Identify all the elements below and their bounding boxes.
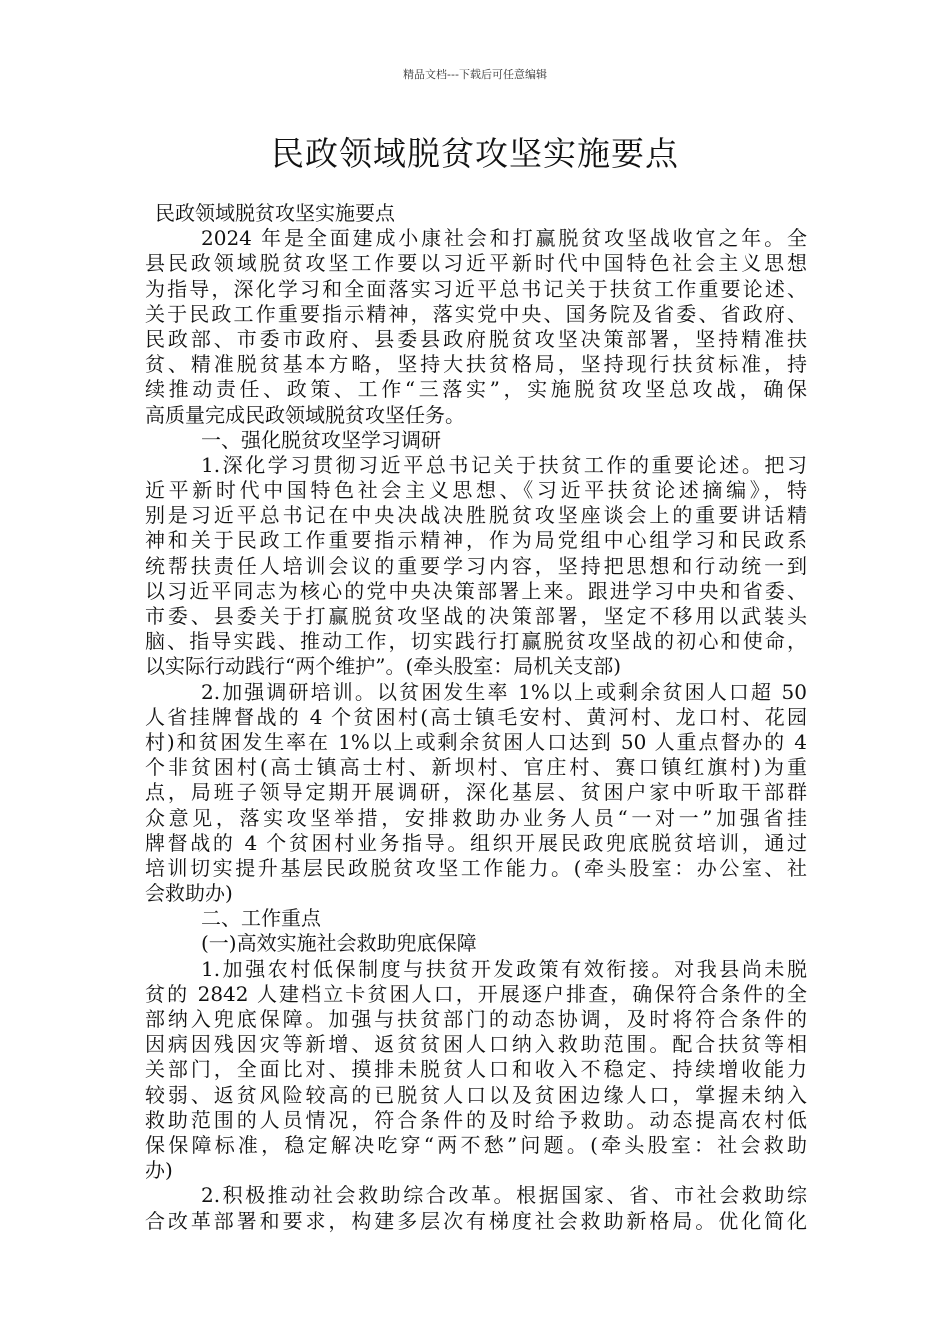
text-line: 以实际行动践行“两个维护”。(牵头股室：局机关支部) [145,654,622,679]
header-note: 精品文档---下载后可任意编辑 [403,68,547,81]
text-line: 救助范围的人员情况，符合条件的及时给予救助。动态提高农村低 [145,1107,807,1132]
text-line: 2024 年是全面建成小康社会和打赢脱贫攻坚战收官之年。全 [201,226,807,251]
text-line: 县民政领域脱贫攻坚工作要以习近平新时代中国特色社会主义思想 [145,251,807,276]
text-line: 以习近平同志为核心的党中央决策部署上来。跟进学习中央和省委、 [145,578,807,603]
text-line: 办) [145,1158,173,1183]
text-line: 部纳入兜底保障。加强与扶贫部门的动态协调，及时将符合条件的 [145,1007,807,1031]
text-line: 众意见，落实攻坚举措，安排救助办业务人员“一对一”加强省挂 [145,805,807,830]
text-line: 别是习近平总书记在中央决战决胜脱贫攻坚座谈会上的重要讲话精 [145,503,807,528]
text-line: 2.加强调研培训。以贫困发生率 1%以上或剩余贫困人口超 50 [201,679,807,704]
text-line: 会救助办) [145,881,233,906]
text-line: 脑、指导实践、推动工作，切实践行打赢脱贫攻坚战的初心和使命， [145,629,807,654]
text-line: 较弱、返贫风险较高的已脱贫人口以及贫困边缘人口，掌握未纳入 [145,1082,807,1107]
text-line: 牌督战的 4 个贫困村业务指导。组织开展民政兜底脱贫培训，通过 [145,830,807,855]
text-line: 神和关于民政工作重要指示精神，作为局党组中心组学习和民政系 [145,528,807,553]
text-line: 点，局班子领导定期开展调研，深化基层、贫困户家中听取干部群 [145,780,807,805]
text-line: 关部门，全面比对、摸排未脱贫人口和收入不稳定、持续增收能力 [145,1057,807,1082]
text-line: 个非贫困村(高士镇高士村、新坝村、官庄村、赛口镇红旗村)为重 [145,755,807,780]
text-line: 1.深化学习贯彻习近平总书记关于扶贫工作的重要论述。把习 [201,452,807,477]
text-line: 民政部、市委市政府、县委县政府脱贫攻坚决策部署，坚持精准扶 [145,326,807,351]
text-line: 市委、县委关于打赢脱贫攻坚战的决策部署，坚定不移用以武装头 [145,604,807,628]
section-heading: 一、强化脱贫攻坚学习调研 [201,427,441,452]
document-title: 民政领域脱贫攻坚实施要点 [271,134,679,173]
text-line: 为指导，深化学习和全面落实习近平总书记关于扶贫工作重要论述、 [145,276,807,301]
section-heading: 二、工作重点 [201,906,321,931]
text-line: 统帮扶责任人培训会议的重要学习内容，坚持把思想和行动统一到 [145,553,807,578]
text-line: 民政领域脱贫攻坚实施要点 [155,201,395,225]
text-line: 贫的 2842 人建档立卡贫困人口，开展逐户排查，确保符合条件的全 [145,981,807,1006]
text-line: 村)和贫困发生率在 1%以上或剩余贫困人口达到 50 人重点督办的 4 [145,729,807,754]
text-line: 1.加强农村低保制度与扶贫开发政策有效衔接。对我县尚未脱 [201,956,807,981]
text-line: 高质量完成民政领域脱贫攻坚任务。 [145,402,465,427]
text-line: 近平新时代中国特色社会主义思想、《习近平扶贫论述摘编》，特 [145,478,807,503]
text-line: 因病因残因灾等新增、返贫贫困人口纳入救助范围。配合扶贫等相 [145,1032,807,1057]
section-heading: (一)高效实施社会救助兜底保障 [201,931,477,956]
text-line: 培训切实提升基层民政脱贫攻坚工作能力。(牵头股室：办公室、社 [145,855,807,880]
text-line: 人省挂牌督战的 4 个贫困村(高士镇毛安村、黄河村、龙口村、花园 [145,704,807,729]
document-body [145,201,807,1234]
text-line: 2.积极推动社会救助综合改革。根据国家、省、市社会救助综 [201,1183,807,1208]
text-line: 续推动责任、政策、工作“三落实”，实施脱贫攻坚总攻战，确保 [145,377,807,402]
text-line: 贫、精准脱贫基本方略，坚持大扶贫格局，坚持现行扶贫标准，持 [145,352,807,377]
text-line: 合改革部署和要求，构建多层次有梯度社会救助新格局。优化简化 [145,1208,807,1233]
text-line: 关于民政工作重要指示精神，落实党中央、国务院及省委、省政府、 [145,301,807,326]
text-line: 保保障标准，稳定解决吃穿“两不愁”问题。(牵头股室：社会救助 [145,1132,807,1157]
